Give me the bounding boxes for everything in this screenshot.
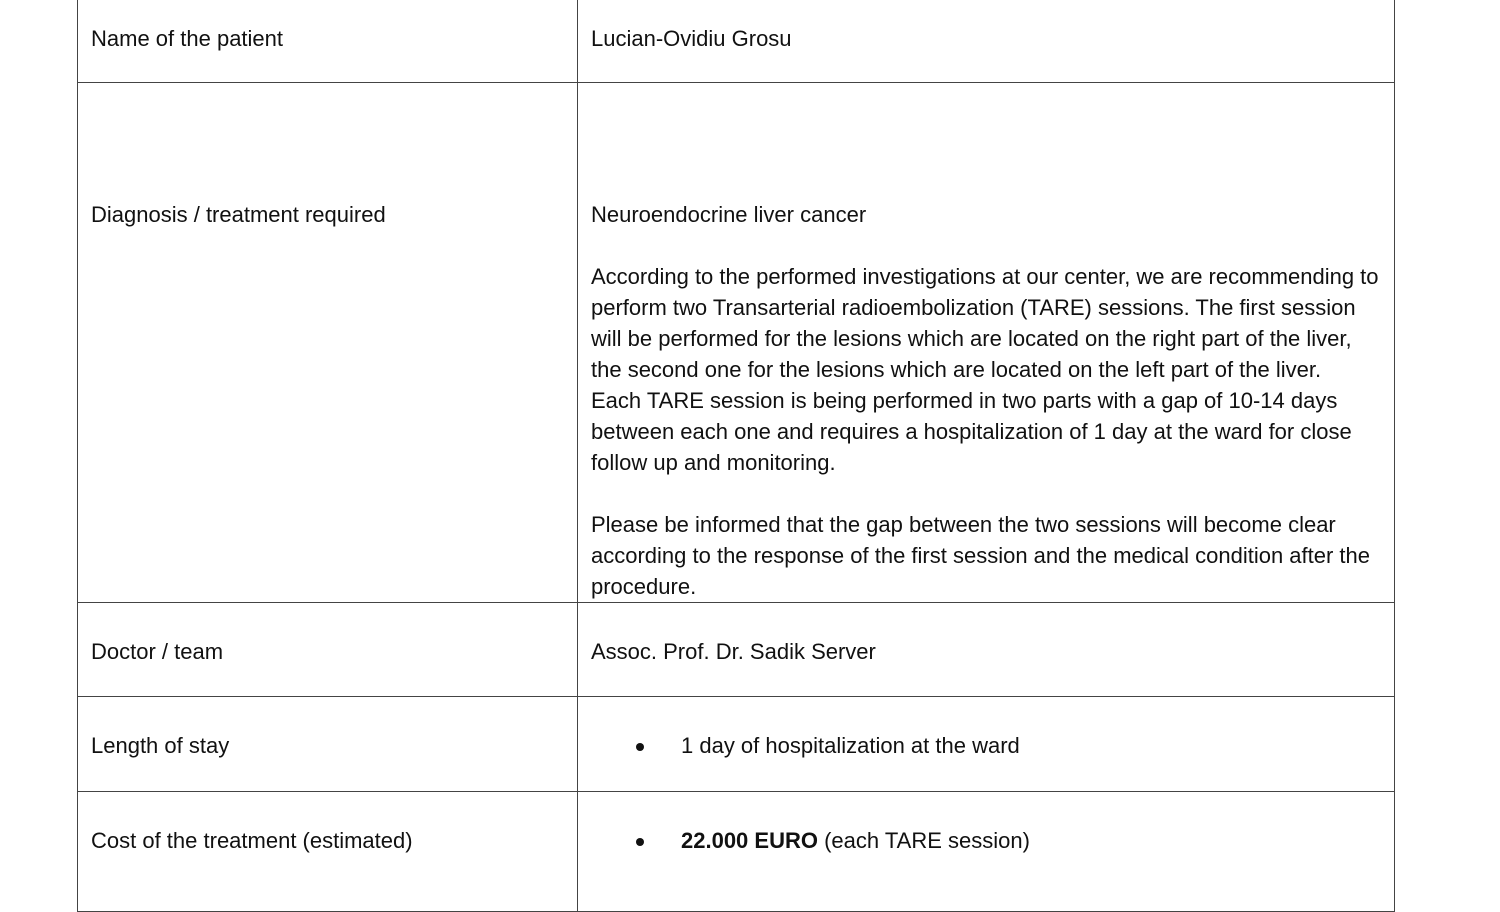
diagnosis-paragraph-3: Please be informed that the gap between the two sessions will become clear according to the response of the first session and the medical condition after the procedure. (591, 512, 1371, 599)
bullet-icon (636, 838, 644, 846)
patient-info-table (77, 0, 1395, 912)
cost-list (591, 825, 1382, 856)
bullet-icon (636, 743, 644, 751)
list-item (591, 730, 1382, 761)
cost-label: Cost of the treatment (estimated) (78, 792, 578, 912)
list-item (591, 825, 1382, 856)
patient-label: Name of the patient (78, 0, 578, 83)
doctor-name: Assoc. Prof. Dr. Sadik Server (578, 603, 1395, 697)
diagnosis-paragraph-1: According to the performed investigations at our center, we are recommending to perform two Transarterial radioembolization (TARE) sessions. The first session will be performed for the lesions which are located on the right part of the liver, the second one for the lesions which are located on the left part of the liver. (591, 264, 1379, 382)
table-row-patient (78, 0, 1395, 83)
stay-list (591, 730, 1382, 761)
stay-cell (578, 697, 1395, 792)
table-row-cost (78, 792, 1395, 912)
diagnosis-paragraph-2: Each TARE session is being performed in two parts with a gap of 10-14 days between each one and requires a hospitalization of 1 day at the ward for close follow up and monitoring. (591, 388, 1352, 475)
cost-note: (each TARE session) (824, 828, 1030, 853)
cost-amount: 22.000 EURO (681, 828, 818, 853)
stay-bullet-text: 1 day of hospitalization at the ward (681, 733, 1020, 758)
table-row-doctor (78, 603, 1395, 697)
cost-cell (578, 792, 1395, 912)
diagnosis-label: Diagnosis / treatment required (78, 83, 578, 603)
doctor-label: Doctor / team (78, 603, 578, 697)
stay-label: Length of stay (78, 697, 578, 792)
diagnosis-title: Neuroendocrine liver cancer (591, 202, 867, 227)
patient-name: Lucian-Ovidiu Grosu (578, 0, 1395, 83)
table-row-stay (78, 697, 1395, 792)
table-row-diagnosis (78, 83, 1395, 603)
diagnosis-cell (578, 83, 1395, 603)
